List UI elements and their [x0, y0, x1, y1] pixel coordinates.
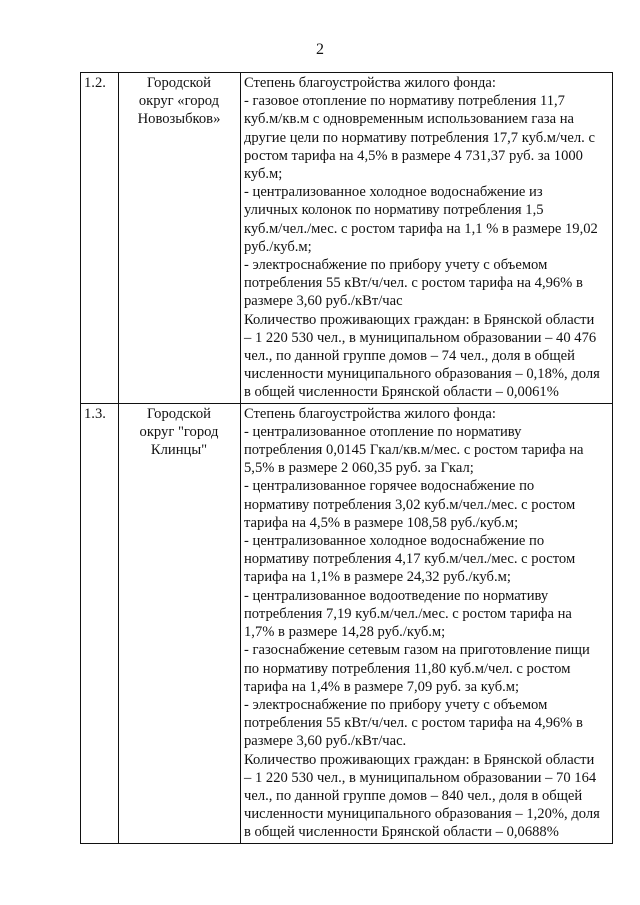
description-line: тарифа на 1,1% в размере 24,32 руб./куб.м;: [244, 569, 511, 586]
description-line: размере 3,60 руб./кВт/час.: [244, 733, 407, 750]
region-line: Новозыбков»: [137, 111, 221, 128]
description-line: - централизованное горячее водоснабжение по: [244, 478, 535, 495]
description-line: потребления 55 кВт/ч/чел. с ростом тарифа на 4,96% в: [244, 275, 583, 292]
description-line: в общей численности Брянской области – 0,0061%: [244, 384, 559, 401]
description-line: другие цели по нормативу потребления 17,7 куб.м/чел. с: [244, 129, 595, 146]
description-line: потребления 55 кВт/ч/чел. с ростом тарифа на 4,96% в: [244, 715, 583, 732]
description-line: 1,7% в размере 14,28 руб./куб.м;: [244, 624, 446, 641]
description-line: – 1 220 530 чел., в муниципальном образовании – 40 476: [244, 329, 597, 346]
description-line: Количество проживающих граждан: в Брянской области: [244, 311, 595, 328]
description-line: тарифа на 1,4% в размере 7,09 руб. за куб.м;: [244, 678, 520, 695]
description-line: - централизованное холодное водоснабжение по: [244, 533, 545, 550]
description-line: - электроснабжение по прибору учету с объемом: [244, 257, 548, 274]
description-line: - централизованное холодное водоснабжение из: [244, 184, 543, 201]
description-line: куб.м;: [244, 166, 283, 183]
row-number: 1.2.: [84, 75, 106, 91]
region-cell: [119, 403, 241, 843]
region-line: Городской: [147, 75, 211, 91]
description-line: - централизованное водоотведение по нормативу: [244, 587, 549, 604]
tariff-table: [80, 72, 613, 844]
description-line: чел., по данной группе домов – 74 чел., доля в общей: [244, 348, 575, 365]
row-number: 1.3.: [84, 405, 106, 422]
description-line: по нормативу потребления 11,80 куб.м/чел. с ростом: [244, 660, 571, 677]
description-line: нормативу потребления 4,17 куб.м/чел./мес. с ростом: [244, 551, 576, 568]
region-cell: [119, 73, 241, 404]
description-line: уличных колонок по нормативу потребления 1,5: [244, 202, 544, 219]
page-number: 2: [316, 41, 324, 58]
table-row-1-2: [81, 73, 613, 404]
description-line: потребления 7,19 куб.м/чел./мес. с ростом тарифа на: [244, 605, 572, 622]
region-line: Клинцы": [150, 442, 208, 459]
description-line: – 1 220 530 чел., в муниципальном образовании – 70 164: [244, 769, 597, 786]
description-line: - газовое отопление по нормативу потребления 11,7: [244, 93, 565, 110]
description-line: - электроснабжение по прибору учету с объемом: [244, 696, 548, 713]
description-cell: [241, 73, 613, 404]
region-line: Городской: [147, 405, 211, 422]
description-cell: [241, 403, 613, 843]
region-line: округ «город: [138, 93, 220, 110]
table-body: [81, 73, 613, 844]
description-line: размере 3,60 руб./кВт/час: [244, 293, 403, 310]
description-line: - централизованное отопление по нормативу: [244, 423, 522, 440]
row-number-cell: [81, 403, 119, 843]
description-line: ростом тарифа на 4,5% в размере 4 731,37 руб. за 1000: [244, 147, 583, 164]
description-line: - газоснабжение сетевым газом на приготовление пищи: [244, 642, 590, 659]
description-line: Степень благоустройства жилого фонда:: [244, 405, 496, 422]
description-line: Степень благоустройства жилого фонда:: [244, 75, 496, 91]
description-line: нормативу потребления 3,02 куб.м/чел./мес. с ростом: [244, 496, 576, 513]
description-line: тарифа на 4,5% в размере 108,58 руб./куб.м;: [244, 514, 519, 531]
description-line: руб./куб.м;: [244, 238, 312, 255]
description-line: куб.м/чел./мес. с ростом тарифа на 1,1 % в размере 19,02: [244, 220, 598, 237]
description-line: численности муниципального образования – 0,18%, доля: [244, 366, 600, 383]
table-row-1-3: [81, 403, 613, 843]
description-line: 5,5% в размере 2 060,35 руб. за Гкал;: [244, 460, 474, 477]
description-line: потребления 0,0145 Гкал/кв.м/мес. с ростом тарифа на: [244, 442, 584, 459]
description-line: куб.м/кв.м с одновременным использованием газа на: [244, 111, 574, 128]
description-line: Количество проживающих граждан: в Брянской области: [244, 751, 595, 768]
description-line: численности муниципального образования – 1,20%, доля: [244, 806, 600, 823]
description-line: чел., по данной группе домов – 840 чел., доля в общей: [244, 787, 583, 804]
description-line: в общей численности Брянской области – 0,0688%: [244, 824, 559, 841]
region-line: округ "город: [139, 423, 219, 440]
row-number-cell: [81, 73, 119, 404]
